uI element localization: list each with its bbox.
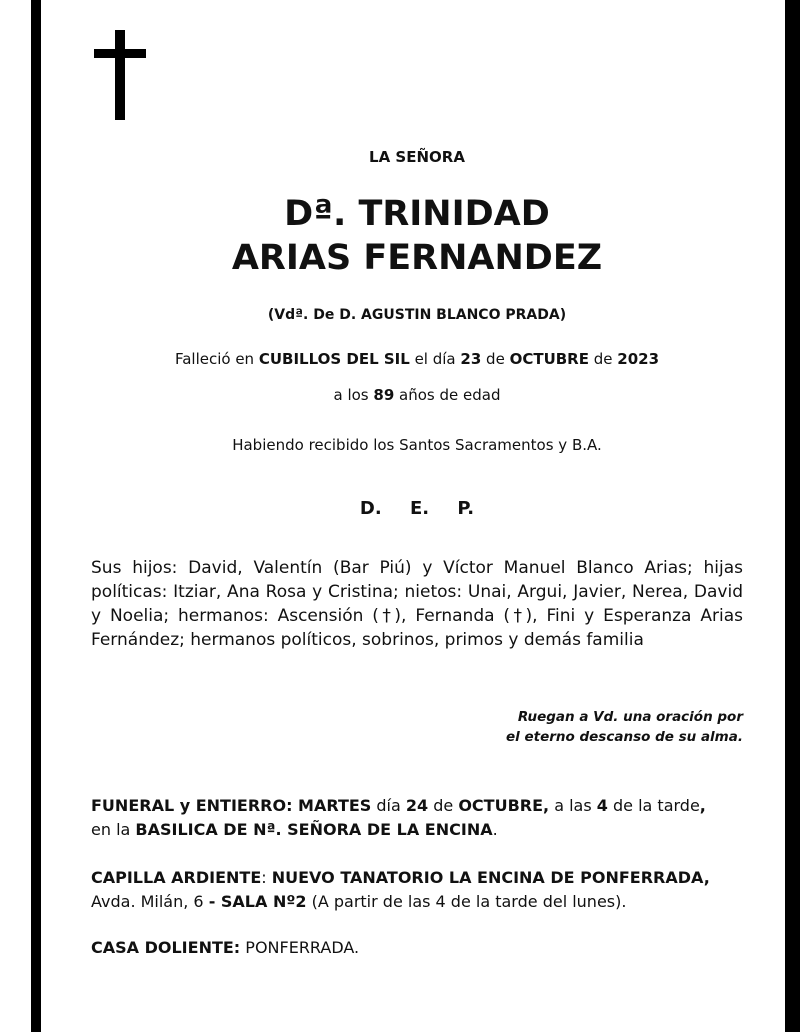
left-border xyxy=(31,0,41,1032)
age-line: a los 89 años de edad xyxy=(333,386,501,404)
death-year: 2023 xyxy=(617,350,660,368)
house-info: CASA DOLIENTE: PONFERRADA. xyxy=(91,938,360,957)
funeral-label: FUNERAL y ENTIERRO: MARTES xyxy=(91,796,372,815)
deceased-name xyxy=(91,192,743,280)
funeral-info: FUNERAL y ENTIERRO: MARTES día 24 de OCTUBRE, a las 4 de la tarde, en la BASILICA DE Nª. SEÑORA DE LA ENCINA. xyxy=(91,796,706,839)
right-border xyxy=(785,0,800,1032)
chapel-info: CAPILLA ARDIENTE: NUEVO TANATORIO LA ENCINA DE PONFERRADA, Avda. Milán, 6 - SALA Nº2 (A partir de las 4 de la tarde del lunes). xyxy=(91,868,710,911)
header-title: LA SEÑORA xyxy=(369,148,465,166)
latin-cross-icon xyxy=(94,30,146,120)
sacraments-line: Habiendo recibido los Santos Sacramentos y B.A. xyxy=(232,436,602,454)
name-line-2: ARIAS FERNANDEZ xyxy=(231,238,603,278)
funeral-place: BASILICA DE Nª. SEÑORA DE LA ENCINA xyxy=(135,820,493,839)
death-month: OCTUBRE xyxy=(509,350,589,368)
family-paragraph: Sus hijos: David, Valentín (Bar Piú) y Víctor Manuel Blanco Arias; hijas políticas: Itziar, Ana Rosa y Cristina; nietos: Unai, Argui, Javier, Nerea, David y Noelia; hermanos: Ascensión (†), Fernanda (†), Fini y Esperanza Arias Fernández; hermanos políticos, sobrinos, primos y demás familia xyxy=(91,558,743,650)
prayer-request: Ruegan a Vd. una oración por el eterno descanso de su alma. xyxy=(506,709,743,745)
chapel-place: NUEVO TANATORIO LA ENCINA DE PONFERRADA, xyxy=(271,868,710,887)
death-day: 23 xyxy=(460,350,482,368)
death-place: CUBILLOS DEL SIL xyxy=(258,350,410,368)
name-line-1: Dª. TRINIDAD xyxy=(284,194,550,234)
dep-line: D. E. P. xyxy=(359,498,475,519)
death-line: Falleció en CUBILLOS DEL SIL el día 23 de OCTUBRE de 2023 xyxy=(174,350,660,368)
chapel-room: - SALA Nº2 xyxy=(208,892,307,911)
chapel-label: CAPILLA ARDIENTE xyxy=(91,868,262,887)
house-label: CASA DOLIENTE: xyxy=(91,938,241,957)
widow-of: (Vdª. De D. AGUSTIN BLANCO PRADA) xyxy=(267,307,567,323)
age-value: 89 xyxy=(373,386,395,404)
